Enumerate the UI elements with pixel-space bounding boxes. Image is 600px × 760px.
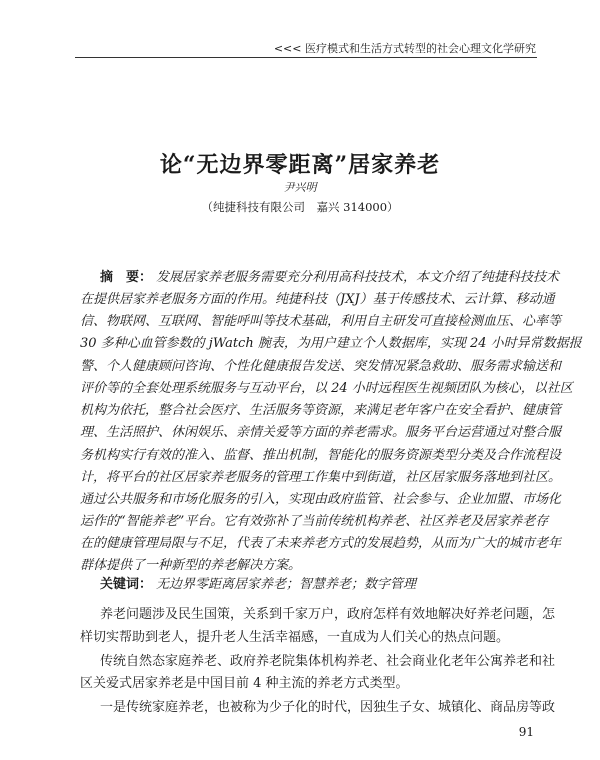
abstract-line: 运作的“智能养老”平台。它有效弥补了当前传统机构养老、社区养老及居家养老存: [80, 514, 549, 529]
affiliation: （纯捷科技有限公司 嘉兴 314000）: [201, 200, 399, 214]
author: 尹兴明: [283, 181, 317, 194]
body-line: 一是传统家庭养老，也被称为少子化的时代，因独生子女、城镇化、商品房等政: [100, 700, 556, 715]
abstract-line: 在的健康管理局限与不足，代表了未来养老方式的发展趋势，从而为广大的城市老年: [80, 536, 562, 551]
abstract-line: 评价等的全套处理系统服务与互动平台，以 24 小时远程医生视频团队为核心，以社区: [80, 381, 573, 396]
keywords: [100, 577, 535, 593]
running-head: <<< 医疗模式和生活方式转型的社会心理文化学研究: [273, 42, 536, 55]
abstract-line: 务机构实行有效的准入、监督、推出机制，智能化的服务资源类型分类及合作流程设: [80, 448, 562, 463]
abstract-text: 发展居家养老服务需要充分利用高科技技术，本文介绍了纯捷科技技术: [156, 270, 560, 285]
abstract-line: [100, 270, 560, 286]
abstract-line: 机构为依托，整合社会医疗、生活服务等资源，来满足老年客户在安全看护、健康管: [80, 403, 562, 418]
body-line: 区关爱式居家养老是中国目前 4 种主流的养老方式类型。: [80, 676, 409, 691]
paper-title: 论“无边界零距离”居家养老: [159, 152, 441, 178]
abstract-label: 摘 要：: [100, 270, 153, 285]
abstract-line: 通过公共服务和市场化服务的引入，实现由政府监管、社会参与、企业加盟、市场化: [80, 492, 562, 507]
keywords-text: 无边界零距离居家养老；智慧养老；数字管理: [156, 577, 417, 592]
abstract-line: 理、生活照护、休闲娱乐、亲情关爱等方面的养老需求。服务平台运营通过对整合服: [80, 425, 562, 440]
body-line: 样切实帮助到老人，提升老人生活幸福感，一直成为人们关心的热点问题。: [80, 630, 510, 645]
keywords-label: 关键词：: [100, 577, 153, 592]
abstract-line: 30 多种心血管参数的 jWatch 腕表，为用户建立个人数据库，实现 24 小时异常数据报: [80, 336, 582, 351]
header-rule: [75, 57, 537, 58]
body-line: 养老问题涉及民生国策，关系到千家万户，政府怎样有效地解决好养老问题，怎: [100, 607, 556, 622]
abstract-line: 群体提供了一种新型的养老解决方案。: [80, 558, 302, 573]
abstract-line: 警、个人健康顾问咨询、个性化健康报告发送、突发情况紧急救助、服务需求输送和: [80, 359, 562, 374]
abstract-line: 计，将平台的社区居家养老服务的管理工作集中到街道，社区居家服务落地到社区。: [80, 470, 562, 485]
abstract-line: 在提供居家养老服务方面的作用。纯捷科技（JXJ）基于传感技术、云计算、移动通: [80, 292, 555, 307]
body-line: 传统自然态家庭养老、政府养老院集体机构养老、社会商业化老年公寓养老和社: [100, 654, 556, 669]
abstract-line: 信、物联网、互联网、智能呼叫等技术基础，利用自主研发可直接检测血压、心率等: [80, 314, 562, 329]
page-number: 91: [518, 725, 534, 739]
